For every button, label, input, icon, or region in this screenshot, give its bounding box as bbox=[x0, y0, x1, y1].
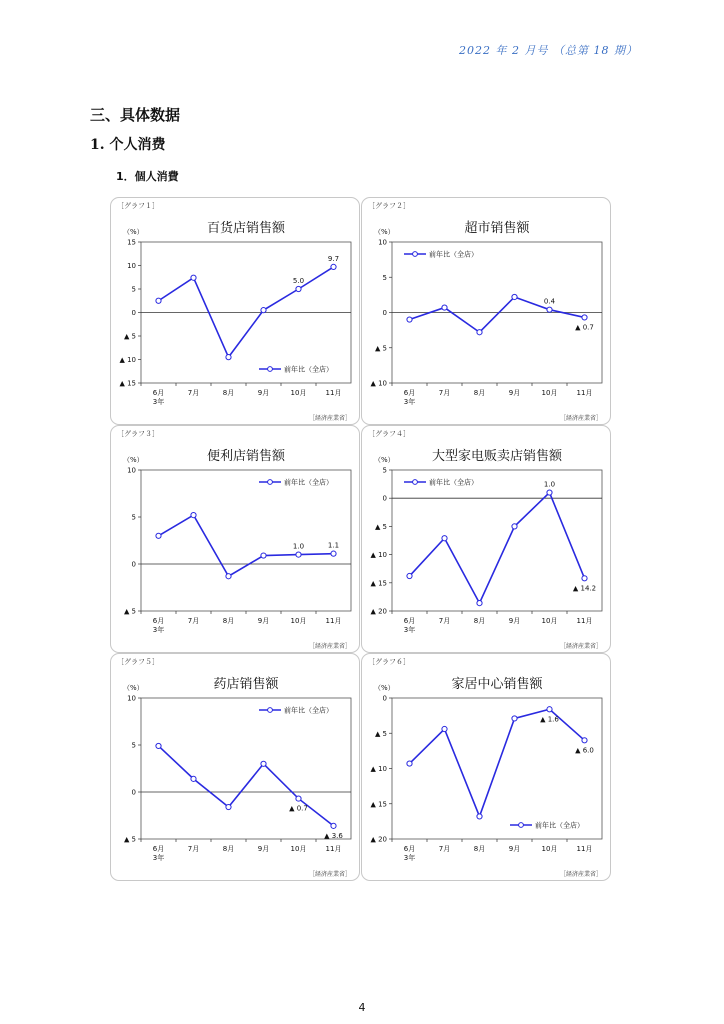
chart-title: 家居中心销售额 bbox=[451, 677, 543, 692]
legend-marker bbox=[268, 367, 273, 372]
data-label: 0.4 bbox=[543, 297, 556, 306]
source-label: ［経済産業省］ bbox=[559, 643, 602, 650]
y-tick-label: ▲ 10 bbox=[119, 356, 136, 364]
y-tick-label: 0 bbox=[131, 788, 136, 797]
series-line bbox=[159, 746, 334, 826]
chart-tag: ［グラフ１］ bbox=[117, 202, 159, 210]
y-tick-label: 5 bbox=[131, 285, 136, 294]
legend-marker bbox=[519, 823, 524, 828]
data-point bbox=[261, 553, 266, 558]
x-tick-label: 8月 bbox=[222, 389, 235, 397]
y-tick-label: ▲ 10 bbox=[370, 379, 387, 388]
x-tick-label: 8月 bbox=[473, 845, 486, 853]
legend-label: 前年比（全店） bbox=[429, 250, 478, 259]
chart-panel-6 bbox=[361, 653, 611, 881]
x-tick-label: 6月 3年 bbox=[403, 617, 416, 634]
data-point bbox=[296, 796, 301, 801]
issue-header: 2022 年 2 月号 （总第 18 期） bbox=[459, 44, 638, 57]
data-point bbox=[582, 738, 587, 743]
data-point bbox=[331, 264, 336, 269]
data-point bbox=[582, 576, 587, 581]
y-tick-label: ▲ 5 bbox=[374, 729, 387, 738]
chart-title: 药店销售额 bbox=[213, 677, 279, 692]
series-line bbox=[410, 493, 585, 604]
x-tick-label: 7月 bbox=[438, 845, 451, 853]
x-tick-label: 10月 bbox=[541, 617, 558, 625]
data-point bbox=[261, 761, 266, 766]
data-label: 5.0 bbox=[292, 277, 305, 285]
chart-title: 超市销售额 bbox=[464, 221, 530, 236]
data-point bbox=[407, 573, 412, 578]
data-point bbox=[442, 536, 447, 541]
data-point bbox=[582, 315, 587, 320]
y-axis-label: （%） bbox=[374, 456, 395, 464]
chart-svg-6 bbox=[362, 654, 610, 880]
x-tick-label: 10月 bbox=[290, 617, 307, 625]
data-point bbox=[331, 823, 336, 828]
data-point bbox=[156, 298, 161, 303]
legend-label: 前年比（全店） bbox=[535, 821, 584, 830]
data-point bbox=[296, 286, 301, 291]
y-tick-label: ▲ 5 bbox=[123, 332, 136, 341]
data-label: ▲ 0.7 bbox=[575, 323, 594, 332]
x-tick-label: 11月 bbox=[325, 389, 342, 397]
x-tick-label: 7月 bbox=[438, 389, 451, 397]
x-tick-label: 6月 3年 bbox=[403, 845, 416, 862]
data-point bbox=[156, 743, 161, 748]
data-label: 9.7 bbox=[327, 254, 340, 263]
x-tick-label: 11月 bbox=[576, 617, 593, 625]
y-tick-label: 5 bbox=[131, 741, 136, 750]
chart-title: 百货店销售额 bbox=[206, 221, 286, 236]
data-point bbox=[477, 330, 482, 335]
chart-panel-2 bbox=[361, 197, 611, 425]
data-point bbox=[547, 707, 552, 712]
y-tick-label: ▲ 10 bbox=[370, 551, 387, 560]
x-tick-label: 7月 bbox=[187, 389, 200, 397]
data-point bbox=[477, 814, 482, 819]
chart-title: 便利店销售额 bbox=[206, 449, 286, 464]
y-tick-label: 0 bbox=[382, 494, 387, 503]
chart-panel-1 bbox=[110, 197, 360, 425]
x-tick-label: 11月 bbox=[576, 845, 593, 853]
x-tick-label: 9月 bbox=[508, 617, 521, 625]
y-axis-label: （%） bbox=[123, 684, 144, 692]
x-tick-label: 6月 3年 bbox=[152, 389, 165, 406]
chart-svg-5 bbox=[111, 654, 359, 880]
chart-tag: ［グラフ２］ bbox=[368, 202, 410, 210]
series-line bbox=[410, 709, 585, 816]
plot-area bbox=[141, 470, 351, 611]
y-tick-label: 10 bbox=[127, 262, 136, 270]
chart-tag: ［グラフ３］ bbox=[117, 430, 159, 438]
x-tick-label: 10月 bbox=[541, 389, 558, 397]
x-tick-label: 11月 bbox=[325, 617, 342, 625]
data-point bbox=[226, 804, 231, 809]
legend-marker bbox=[413, 480, 418, 485]
data-point bbox=[331, 551, 336, 556]
data-point bbox=[156, 533, 161, 538]
data-point bbox=[512, 716, 517, 721]
y-tick-label: 15 bbox=[127, 238, 136, 247]
series-line bbox=[159, 267, 334, 357]
series-line bbox=[410, 297, 585, 332]
y-tick-label: 5 bbox=[382, 466, 387, 475]
x-tick-label: 8月 bbox=[222, 845, 235, 853]
y-tick-label: 5 bbox=[382, 273, 387, 282]
data-point bbox=[226, 574, 231, 579]
data-point bbox=[191, 275, 196, 280]
legend-label: 前年比（全店） bbox=[429, 478, 478, 487]
chart-svg-4 bbox=[362, 426, 610, 652]
y-tick-label: 10 bbox=[378, 238, 387, 247]
x-tick-label: 10月 bbox=[290, 845, 307, 853]
y-tick-label: ▲ 20 bbox=[370, 835, 387, 844]
data-point bbox=[442, 726, 447, 731]
data-point bbox=[261, 308, 266, 313]
source-label: ［経済産業省］ bbox=[308, 643, 351, 650]
data-point bbox=[407, 317, 412, 322]
figure-heading: 1．個人消費 bbox=[116, 170, 179, 183]
legend-marker bbox=[413, 252, 418, 257]
data-label: ▲ 14.2 bbox=[572, 584, 597, 593]
x-tick-label: 10月 bbox=[541, 845, 558, 853]
x-tick-label: 11月 bbox=[576, 389, 593, 397]
y-tick-label: ▲ 5 bbox=[374, 344, 387, 353]
chart-panel-5 bbox=[110, 653, 360, 881]
section-heading: 三、具体数据 bbox=[90, 106, 181, 124]
y-tick-label: 10 bbox=[127, 694, 136, 703]
data-point bbox=[547, 307, 552, 312]
legend-label: 前年比（全店） bbox=[284, 478, 333, 487]
data-point bbox=[477, 601, 482, 606]
data-point bbox=[512, 294, 517, 299]
page-number: 4 bbox=[358, 1001, 366, 1014]
x-tick-label: 6月 3年 bbox=[152, 845, 165, 862]
y-axis-label: （%） bbox=[123, 228, 144, 236]
data-point bbox=[226, 355, 231, 360]
data-point bbox=[191, 513, 196, 518]
x-tick-label: 8月 bbox=[473, 617, 486, 625]
chart-tag: ［グラフ４］ bbox=[368, 430, 410, 438]
source-label: ［経済産業省］ bbox=[308, 415, 351, 422]
data-point bbox=[407, 761, 412, 766]
y-tick-label: 5 bbox=[131, 513, 136, 522]
legend-label: 前年比（全店） bbox=[284, 706, 333, 715]
y-axis-label: （%） bbox=[374, 684, 395, 692]
chart-svg-2 bbox=[362, 198, 610, 424]
y-tick-label: 0 bbox=[131, 560, 136, 569]
chart-panel-3 bbox=[110, 425, 360, 653]
x-tick-label: 7月 bbox=[438, 617, 451, 625]
y-axis-label: （%） bbox=[374, 228, 395, 236]
data-point bbox=[512, 524, 517, 529]
y-axis-label: （%） bbox=[123, 456, 144, 464]
chart-svg-1 bbox=[111, 198, 359, 424]
y-tick-label: 0 bbox=[131, 309, 136, 317]
y-tick-label: ▲ 5 bbox=[123, 607, 136, 616]
data-label: ▲ 3.6 bbox=[324, 831, 343, 840]
x-tick-label: 9月 bbox=[257, 617, 270, 625]
x-tick-label: 9月 bbox=[508, 845, 521, 853]
x-tick-label: 7月 bbox=[187, 845, 200, 853]
data-point bbox=[442, 305, 447, 310]
chart-tag: ［グラフ６］ bbox=[368, 658, 410, 666]
plot-area bbox=[141, 698, 351, 839]
data-label: 1.0 bbox=[292, 542, 305, 551]
y-tick-label: ▲ 5 bbox=[374, 522, 387, 531]
data-point bbox=[296, 552, 301, 557]
x-tick-label: 8月 bbox=[473, 389, 486, 397]
data-label: ▲ 0.7 bbox=[289, 804, 308, 813]
source-label: ［経済産業省］ bbox=[308, 871, 351, 878]
chart-panel-4 bbox=[361, 425, 611, 653]
y-tick-label: ▲ 15 bbox=[119, 379, 136, 388]
legend-marker bbox=[268, 708, 273, 713]
data-label: 1.1 bbox=[327, 541, 340, 550]
y-tick-label: ▲ 15 bbox=[370, 800, 387, 809]
legend-label: 前年比（全店） bbox=[284, 365, 333, 374]
data-label: ▲ 1.6 bbox=[540, 715, 559, 724]
chart-tag: ［グラフ５］ bbox=[117, 658, 159, 666]
subsection-heading: 1. 个人消费 bbox=[90, 137, 166, 153]
x-tick-label: 6月 3年 bbox=[152, 617, 165, 634]
y-tick-label: 0 bbox=[382, 694, 387, 703]
chart-svg-3 bbox=[111, 426, 359, 652]
y-tick-label: ▲ 10 bbox=[370, 765, 387, 773]
data-label: ▲ 6.0 bbox=[575, 746, 594, 755]
data-point bbox=[191, 776, 196, 781]
legend-marker bbox=[268, 480, 273, 485]
y-tick-label: ▲ 20 bbox=[370, 607, 387, 616]
chart-title: 大型家电贩卖店销售额 bbox=[431, 449, 563, 464]
x-tick-label: 10月 bbox=[290, 389, 307, 397]
x-tick-label: 9月 bbox=[257, 389, 270, 397]
data-point bbox=[547, 490, 552, 495]
x-tick-label: 9月 bbox=[257, 845, 270, 853]
source-label: ［経済産業省］ bbox=[559, 871, 602, 878]
source-label: ［経済産業省］ bbox=[559, 415, 602, 422]
x-tick-label: 9月 bbox=[508, 389, 521, 397]
y-tick-label: 10 bbox=[127, 466, 136, 475]
data-label: 1.0 bbox=[543, 480, 556, 489]
x-tick-label: 6月 3年 bbox=[403, 389, 416, 406]
y-tick-label: 0 bbox=[382, 309, 387, 317]
y-tick-label: ▲ 5 bbox=[123, 835, 136, 844]
plot-area bbox=[392, 470, 602, 611]
series-line bbox=[159, 515, 334, 576]
x-tick-label: 11月 bbox=[325, 845, 342, 853]
y-tick-label: ▲ 15 bbox=[370, 579, 387, 588]
x-tick-label: 8月 bbox=[222, 617, 235, 625]
x-tick-label: 7月 bbox=[187, 617, 200, 625]
